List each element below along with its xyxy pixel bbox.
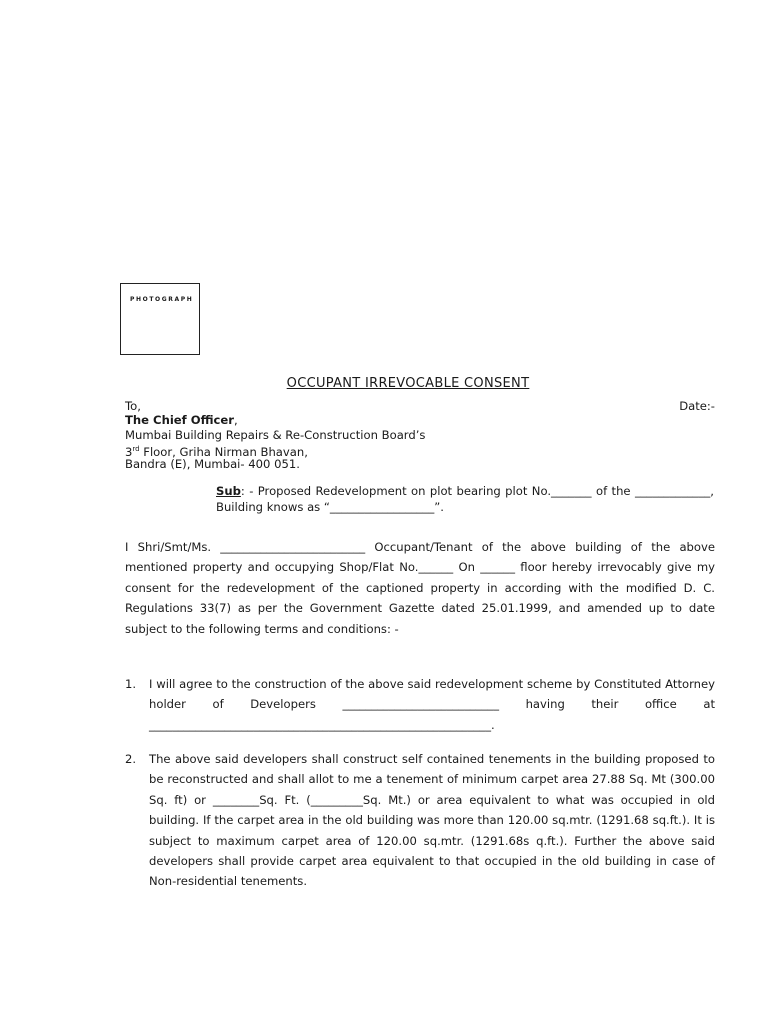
list-item-number: 2.: [125, 752, 137, 766]
address-block: [125, 399, 715, 471]
address-to-line: [125, 399, 715, 413]
document-title: OCCUPANT IRREVOCABLE CONSENT: [286, 376, 530, 391]
address-floor-superscript: rd: [132, 445, 140, 454]
list-item: [125, 674, 715, 735]
list-item-text: The above said developers shall construct self contained tenements in the building proposed to be reconstructed and shall allot to me a tenement of minimum carpet area 27.88 Sq. Mt (300.00 Sq. ft) or ________Sq. Ft. (_________Sq. Mt.) or area equivalent to what was occupied in old building. If the carpet area in the old building was more than 120.00 sq.mtr. (1291.68 sq.ft.). It is subject to maximum carpet area of 120.00 sq.mtr. (1291.68s q.ft.). Further the above said developers shall provide carpet area equivalent to that occupied in the old building in case of Non-residential tenements.: [149, 752, 715, 889]
address-floor-number: 3: [125, 445, 133, 460]
address-line-1: Mumbai Building Repairs & Re-Construction Board’s: [125, 427, 426, 442]
subject-block: [216, 483, 714, 515]
address-recipient-line: [125, 413, 715, 427]
date-label: Date:-: [679, 399, 715, 413]
consent-paragraph: I Shri/Smt/Ms. _________________________ Occupant/Tenant of the above building of the above mentioned property and occupying Shop/Flat No.______ On ______ floor hereby irrevocably give my consent for the redevelopment of the captioned property in according with the modified D. C. Regulations 33(7) as per the Government Gazette dated 25.01.1999, and amended up to date subject to the following terms and conditions: -: [125, 540, 715, 636]
address-recipient: The Chief Officer: [125, 413, 234, 428]
list-item-text: I will agree to the construction of the above said redevelopment scheme by Constituted Attorney holder of Developers ___________________________ having their office at ___________________________________________________________.: [149, 677, 715, 732]
address-line-2: [125, 442, 715, 460]
address-floor-rest: Floor, Griha Nirman Bhavan,: [139, 445, 308, 460]
list-item-number: 1.: [125, 677, 137, 691]
subject-label: Sub: [216, 484, 241, 498]
list-item: [125, 749, 715, 892]
photograph-box: [120, 283, 200, 355]
address-recipient-suffix: ,: [233, 413, 238, 428]
address-line-3: Bandra (E), Mumbai- 400 051.: [125, 456, 300, 471]
address-to: To,: [125, 399, 141, 413]
subject-text: : - Proposed Redevelopment on plot bearing plot No._______ of the _____________, Building knows as “__________________”.: [216, 484, 714, 514]
photograph-label: PHOTOGRAPH: [130, 296, 194, 303]
